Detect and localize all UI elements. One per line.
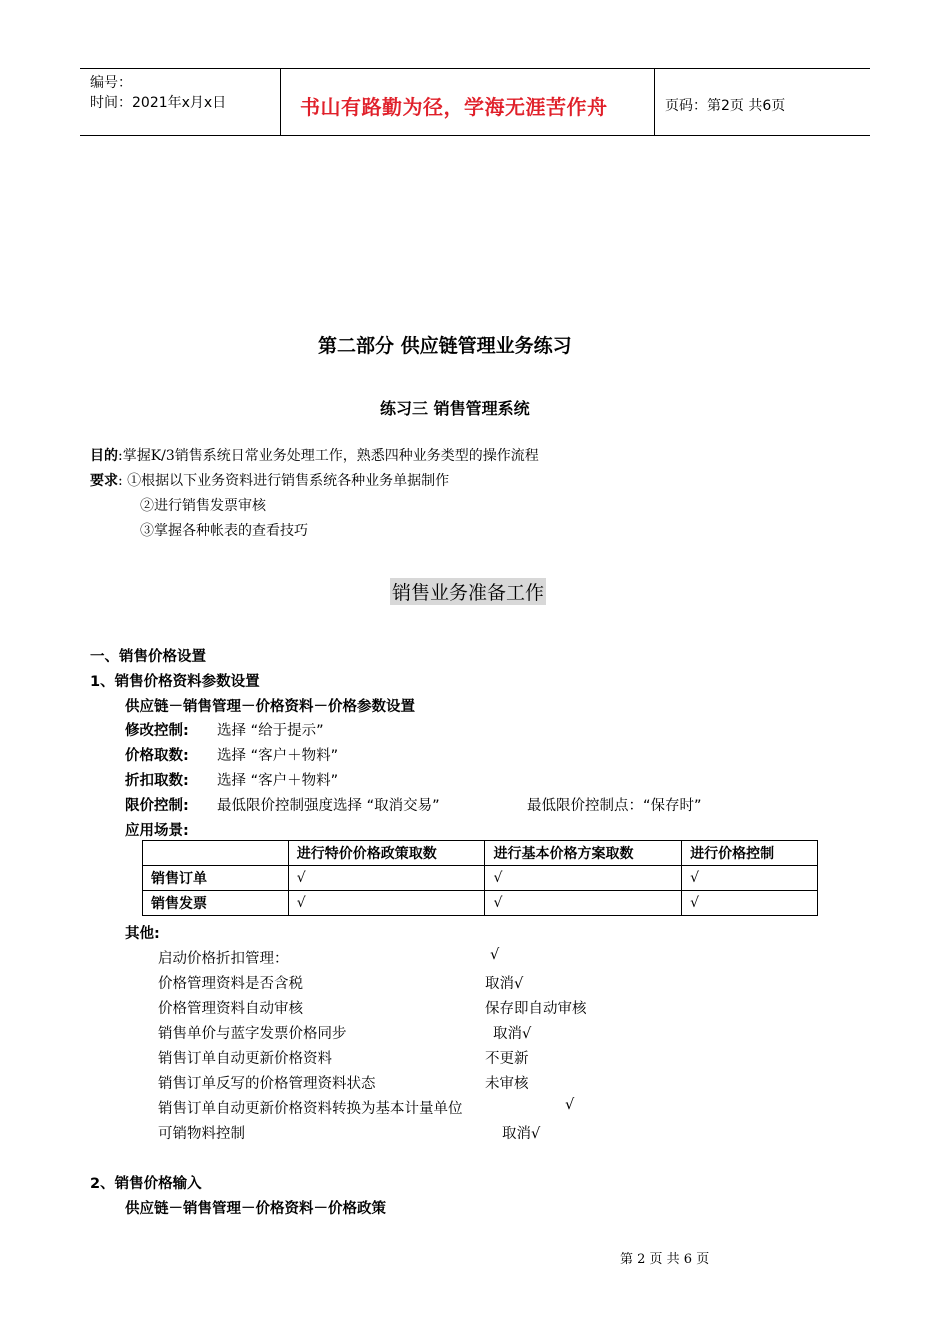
other-item-value: √ — [565, 1097, 575, 1113]
header-time: 时间：2021年x月x日 — [90, 95, 227, 111]
scene-table — [142, 840, 818, 916]
table-row-name: 销售订单 — [143, 866, 289, 891]
other-item-value: 未审核 — [485, 1076, 529, 1092]
other-item-name: 可销物料控制 — [158, 1126, 245, 1142]
table-header-cell: 进行特价价格政策取数 — [288, 841, 485, 866]
row-value-modify: 选择 “给于提示” — [217, 723, 324, 739]
limit-value-2: 最低限价控制点：“保存时” — [527, 798, 702, 814]
table-cell: √ — [288, 866, 485, 891]
other-item-name: 销售订单反写的价格管理资料状态 — [158, 1076, 376, 1092]
other-item-name: 销售订单自动更新价格资料转换为基本计量单位 — [158, 1101, 463, 1117]
header-divider-right — [654, 68, 655, 136]
other-item-name: 价格管理资料是否含税 — [158, 976, 303, 992]
header-number: 编号： — [90, 75, 132, 91]
table-cell: √ — [682, 891, 818, 916]
table-row-name: 销售发票 — [143, 891, 289, 916]
table-header-cell: 进行基本价格方案取数 — [485, 841, 682, 866]
header-bottom-rule — [80, 135, 870, 136]
other-item-value: 取消√ — [485, 976, 524, 992]
sec2-sub2: 2、销售价格输入 — [90, 1176, 202, 1192]
row-label-price: 价格取数: — [125, 748, 189, 764]
header-top-rule — [80, 68, 870, 69]
other-item-name: 销售订单自动更新价格资料 — [158, 1051, 332, 1067]
other-item-value: 取消√ — [493, 1026, 532, 1042]
table-row — [143, 866, 818, 891]
section-title: 销售业务准备工作 — [390, 578, 546, 605]
scene-label: 应用场景: — [125, 823, 189, 839]
purpose-text: :掌握K/3销售系统日常业务处理工作，熟悉四种业务类型的操作流程 — [118, 448, 539, 464]
other-item-name: 启动价格折扣管理： — [158, 951, 289, 967]
requirement-3: ③掌握各种帐表的查看技巧 — [140, 523, 308, 539]
other-label: 其他: — [125, 926, 160, 942]
table-cell: √ — [485, 891, 682, 916]
other-item-name: 价格管理资料自动审核 — [158, 1001, 303, 1017]
table-header-cell: 进行价格控制 — [682, 841, 818, 866]
footer-page: 第 2 页 共 6 页 — [620, 1252, 710, 1267]
sec2-path: 供应链－销售管理－价格资料－价格政策 — [125, 1201, 386, 1217]
row-label-discount: 折扣取数: — [125, 773, 189, 789]
purpose-line — [90, 445, 539, 465]
header-page: 页码：第2页 共6页 — [665, 98, 786, 114]
table-row — [143, 891, 818, 916]
sec1-path: 供应链－销售管理－价格资料－价格参数设置 — [125, 699, 415, 715]
sec1-heading: 一、销售价格设置 — [90, 649, 206, 665]
other-item-value: 不更新 — [485, 1051, 529, 1067]
limit-value-1: 最低限价控制强度选择 “取消交易” — [217, 798, 440, 814]
other-item-value: 取消√ — [502, 1126, 541, 1142]
row-value-price: 选择 “客户＋物料” — [217, 748, 339, 764]
header-divider-left — [280, 68, 281, 136]
exercise-title: 练习三 销售管理系统 — [380, 399, 530, 418]
table-cell: √ — [485, 866, 682, 891]
header-motto: 书山有路勤为径，学海无涯苦作舟 — [300, 95, 608, 119]
requirement-1: : ①根据以下业务资料进行销售系统各种业务单据制作 — [118, 473, 450, 489]
other-item-name: 销售单价与蓝字发票价格同步 — [158, 1026, 347, 1042]
row-value-discount: 选择 “客户＋物料” — [217, 773, 339, 789]
other-item-value: √ — [490, 947, 500, 963]
table-header-cell — [143, 841, 289, 866]
limit-label: 限价控制: — [125, 798, 189, 814]
requirement-line — [90, 470, 449, 490]
table-cell: √ — [682, 866, 818, 891]
purpose-label: 目的 — [90, 448, 118, 464]
table-cell: √ — [288, 891, 485, 916]
table-header-row — [143, 841, 818, 866]
requirement-label: 要求 — [90, 473, 118, 489]
other-item-value: 保存即自动审核 — [485, 1001, 587, 1017]
part-title: 第二部分 供应链管理业务练习 — [318, 335, 572, 357]
row-label-modify: 修改控制: — [125, 723, 189, 739]
sec1-sub1: 1、销售价格资料参数设置 — [90, 674, 260, 690]
requirement-2: ②进行销售发票审核 — [140, 498, 266, 514]
